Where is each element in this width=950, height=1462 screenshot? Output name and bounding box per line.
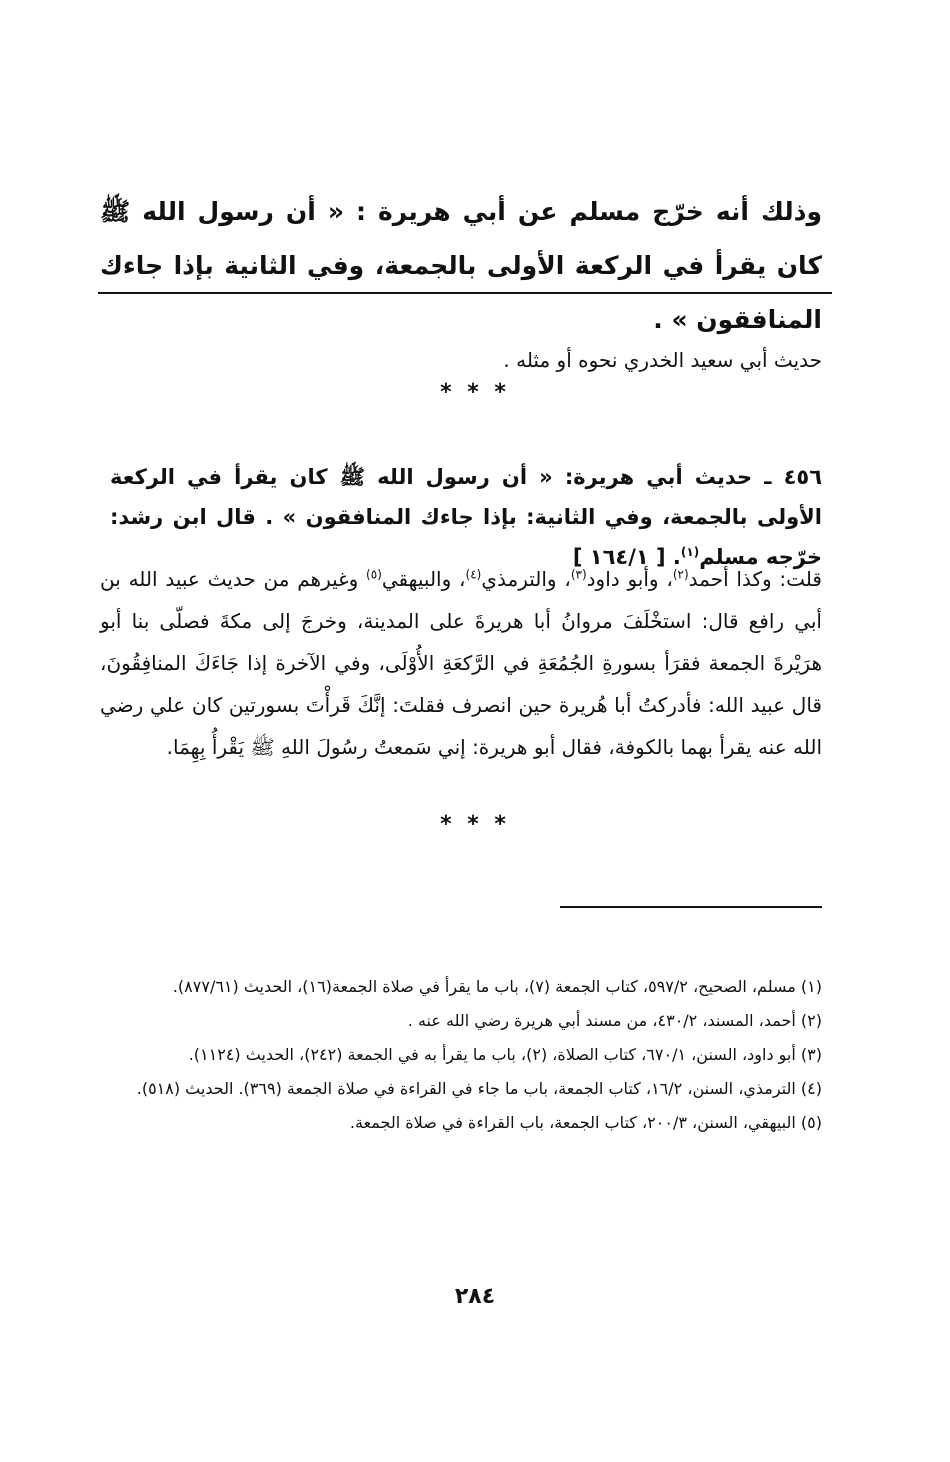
footnote-marker-3: (٣) (570, 567, 587, 582)
separator-stars-top: * * * (440, 380, 510, 405)
footnote-3: (٣) أبو داود، السنن، ٦٧٠/١، كتاب الصلاة، (٢)، باب ما يقرأ به في الجمعة (٢٤٢)، الحديث (١١٢٤). (188, 1045, 822, 1064)
footnote-5: (٥) البيهقي، السنن، ٢٠٠/٣، كتاب الجمعة، باب القراءة في صلاة الجمعة. (349, 1113, 822, 1132)
footnote-1: (١) مسلم، الصحيح، ٥٩٧/٢، كتاب الجمعة (٧)، باب ما يقرأ في صلاة الجمعة(١٦)، الحديث (٨٧٧/٦١). (172, 977, 822, 996)
continuation-line: حديث أبي سعيد الخدري نحوه أو مثله . (503, 348, 822, 372)
hadith-number: ٤٥٦ (783, 465, 823, 489)
separator-stars-bottom: * * * (440, 812, 510, 837)
previous-page-quote: وذلك أنه خرّج مسلم عن أبي هريرة : « أن رسول الله ﷺ كان يقرأ في الركعة الأولى بالجمعة، وفي الثانية بإذا جاءك المنافقون » . (100, 197, 822, 334)
commentary-paragraph (100, 558, 822, 768)
hadith-footnote-marker: (١) (680, 545, 700, 559)
footnote-4: (٤) الترمذي، السنن، ١٦/٢، كتاب الجمعة، باب ما جاء في القراءة في صلاة الجمعة (٣٦٩). الحديث (٥١٨). (136, 1079, 822, 1098)
footnote-marker-2: (٢) (672, 567, 689, 582)
commentary-text-2: ، وأبو داود (586, 567, 673, 591)
top-divider (98, 292, 832, 294)
footnote-marker-4: (٤) (465, 567, 482, 582)
page-number: ٢٨٤ (454, 1284, 496, 1309)
footnotes-section (100, 972, 822, 1142)
commentary-text-3: ، والترمذي (481, 567, 571, 591)
footnote-marker-5: (٥) (366, 567, 382, 582)
commentary-text-4: ، والبيهقي (381, 567, 466, 591)
footnote-2: (٢) أحمد، المسند، ٤٣٠/٢، من مسند أبي هريرة رضي الله عنه . (407, 1011, 822, 1030)
footnote-divider (560, 906, 822, 908)
hadith-text: ـ حديث أبي هريرة: « أن رسول الله ﷺ كان يقرأ في الركعة الأولى بالجمعة، وفي الثانية: بإذا جاءك المنافقون » . قال ابن رشد: خرّجه مسلم (110, 465, 822, 569)
commentary-text-5: وغيرهم من حديث عبيد الله بن أبي رافع قال: استخْلَفَ مروانُ أبا هريرةَ على المدينة، وخرجَ إلى مكةَ فصلّى بنا أبو هرَيْرةَ الجمعة فقرَأ بسورةِ الجُمُعَةِ في الرَّكعَةِ الأُوْلَى، وفي الآخرة إذا جَاءَكَ المنافِقُونَ، قال عبيد الله: فأدركتُ أبا هُريرة حين انصرف فقلتَ: إنَّكَ قَرأْتَ بسورتين كان علي رضي الله عنه يقرأ بهما بالكوفة، فقال أبو هريرة: إني سَمعتُ رسُولَ اللهِ ﷺ يَقْرأُ بِهِمَا. (100, 567, 822, 759)
commentary-text-1: قلت: وكذا أحمد (688, 567, 822, 591)
hadith-citation: . [ ١٦٤/١ ] (572, 545, 681, 569)
